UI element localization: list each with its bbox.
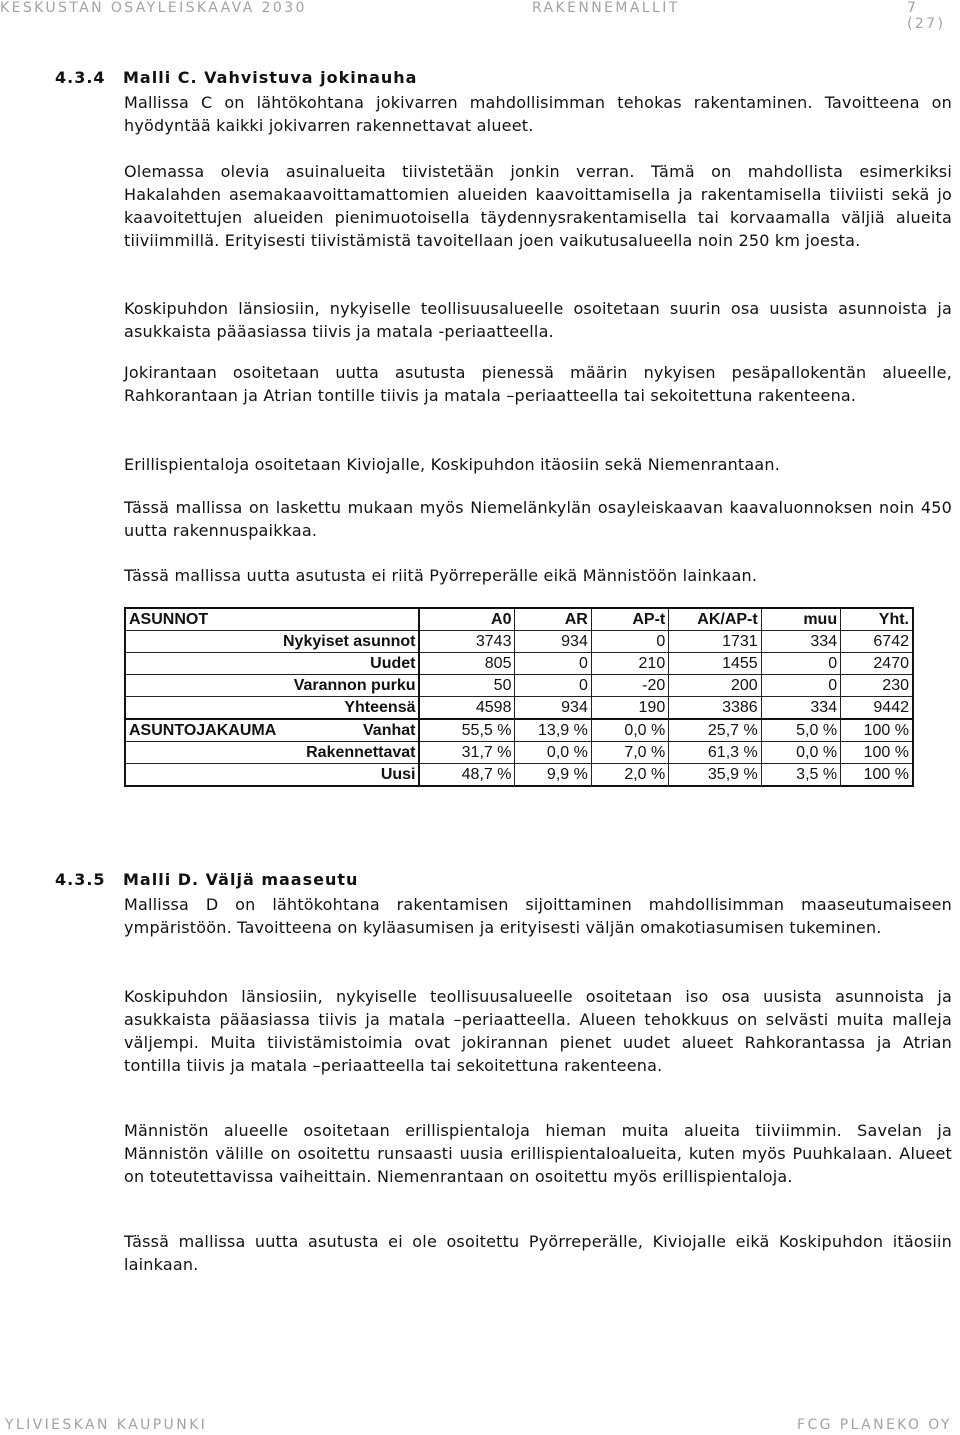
- table-row-label: [125, 764, 419, 787]
- paragraph: Tässä mallissa uutta asutusta ei ole osoitettu Pyörreperälle, Kiviojalle eikä Koskipuhdon itäosiin lainkaan.: [124, 1232, 952, 1274]
- table-cell: 50: [419, 675, 514, 697]
- table-cell: 61,3 %: [669, 742, 761, 764]
- table-cell: 334: [761, 697, 840, 720]
- table-cell: 3743: [419, 631, 514, 653]
- table-cell: 230: [841, 675, 913, 697]
- paragraph: Tässä mallissa uutta asutusta ei riitä Pyörreperälle eikä Männistöön lainkaan.: [124, 566, 758, 585]
- table-row-label-text: Yhteensä: [344, 699, 416, 716]
- table-cell: 13,9 %: [515, 719, 591, 742]
- table-row-label: [125, 675, 419, 697]
- paragraph: Erillispientaloja osoitetaan Kiviojalle, Koskipuhdon itäosiin sekä Niemenrantaan.: [124, 455, 781, 474]
- table-header-cell: muu: [761, 608, 840, 631]
- table-cell: 0: [761, 653, 840, 675]
- paragraph: Olemassa olevia asuinalueita tiivistetään jonkin verran. Tämä on mahdollista esimerkiksi Hakalahden asemakaavoittamattomien alueiden kaavoittamisella ja rakentamisella tiiviisti sekä jo kaavoitettujen alueiden pienimuotoisella täydennysrakentamisella tai korvaamalla väljiä alueita tiiviimmillä. Erityisesti tiivistämistä tavoitellaan joen vaikutusalueella noin 250 km joesta.: [124, 162, 952, 250]
- table-cell: 334: [761, 631, 840, 653]
- table-cell: -20: [591, 675, 668, 697]
- table-row-label: [125, 719, 419, 742]
- table-row-label-text: Uudet: [370, 655, 416, 672]
- page-header: [0, 0, 960, 32]
- table-cell: 3,5 %: [761, 764, 840, 787]
- table-header-cell: AR: [515, 608, 591, 631]
- table-cell: 35,9 %: [669, 764, 761, 787]
- table-cell: 2,0 %: [591, 764, 668, 787]
- table-cell: 3386: [669, 697, 761, 720]
- table-row: [125, 675, 913, 697]
- table-cell: 0: [591, 631, 668, 653]
- paragraph: Koskipuhdon länsiosiin, nykyiselle teollisuusalueelle osoitetaan suurin osa uusista asunnoista ja asukkaista pääasiassa tiivis ja matala -periaatteella.: [124, 299, 952, 341]
- table-cell: 0,0 %: [591, 719, 668, 742]
- table-row: [125, 631, 913, 653]
- header-page-number: 7 (27): [907, 0, 946, 32]
- table-cell: 25,7 %: [669, 719, 761, 742]
- table-row-label-text: Nykyiset asunnot: [283, 633, 416, 650]
- table-cell: 55,5 %: [419, 719, 514, 742]
- table-header-cell: ASUNNOT: [125, 608, 419, 631]
- section-title: Malli D. Väljä maaseutu: [123, 870, 359, 889]
- header-chapter-title: RAKENNEMALLIT: [532, 0, 680, 16]
- table-cell: 0: [515, 653, 591, 675]
- table-cell: 0,0 %: [515, 742, 591, 764]
- table-row: [125, 719, 913, 742]
- table-header-row: [125, 608, 913, 631]
- table-cell: 9,9 %: [515, 764, 591, 787]
- paragraph: Jokirantaan osoitetaan uutta asutusta pienessä määrin nykyisen pesäpallokentän alueelle, Rahkorantaan ja Atrian tontille tiivis ja matala –periaatteella tai sekoitettuna rakenteena.: [124, 363, 952, 405]
- table-row-label: [125, 653, 419, 675]
- table-row-label-text: Vanhat: [363, 722, 416, 739]
- table-header-cell: AP-t: [591, 608, 668, 631]
- footer-organization: YLIVIESKAN KAUPUNKI: [5, 1417, 208, 1433]
- table-cell: 4598: [419, 697, 514, 720]
- table-row: [125, 653, 913, 675]
- section-heading-d: [55, 870, 358, 889]
- section-heading-c: [55, 68, 417, 87]
- table-cell: 100 %: [841, 764, 913, 787]
- table-cell: 190: [591, 697, 668, 720]
- table-cell: 2470: [841, 653, 913, 675]
- table-cell: 9442: [841, 697, 913, 720]
- paragraph: Tässä mallissa on laskettu mukaan myös Niemelänkylän osayleiskaavan kaavaluonnoksen noin 450 uutta rakennuspaikkaa.: [124, 498, 952, 540]
- section-number: 4.3.4: [55, 68, 106, 87]
- table-cell: 48,7 %: [419, 764, 514, 787]
- table-cell: 805: [419, 653, 514, 675]
- table-row: [125, 764, 913, 787]
- table-cell: 7,0 %: [591, 742, 668, 764]
- page-footer: [0, 1417, 960, 1435]
- table-row-label: [125, 742, 419, 764]
- table-cell: 934: [515, 631, 591, 653]
- paragraph: Mallissa D on lähtökohtana rakentamisen sijoittaminen mahdollisimman maaseutumaiseen ympäristöön. Tavoitteena on kyläasumisen ja erityisesti väljän omakotiasumisen tukeminen.: [124, 895, 952, 937]
- table-row-label-text: Varannon purku: [293, 677, 416, 694]
- table-row-label: [125, 697, 419, 720]
- table-cell: 210: [591, 653, 668, 675]
- table-header-cell: Yht.: [841, 608, 913, 631]
- section-title: Malli C. Vahvistuva jokinauha: [123, 68, 418, 87]
- table-cell: 0: [761, 675, 840, 697]
- table-cell: 0: [515, 675, 591, 697]
- table-cell: 100 %: [841, 742, 913, 764]
- section-number: 4.3.5: [55, 870, 106, 889]
- paragraph: Mallissa C on lähtökohtana jokivarren mahdollisimman tehokas rakentaminen. Tavoitteena on hyödyntää kaikki jokivarren rakennettavat alueet.: [124, 93, 952, 135]
- table-cell: 5,0 %: [761, 719, 840, 742]
- table-header-cell: A0: [419, 608, 514, 631]
- table-row-label-text: Rakennettavat: [306, 744, 416, 761]
- table-cell: 31,7 %: [419, 742, 514, 764]
- table-cell: 1455: [669, 653, 761, 675]
- table-row: [125, 697, 913, 720]
- table-cell: 934: [515, 697, 591, 720]
- table-cell: 0,0 %: [761, 742, 840, 764]
- table-row: [125, 742, 913, 764]
- table-header-cell: AK/AP-t: [669, 608, 761, 631]
- table-cell: 200: [669, 675, 761, 697]
- table-cell: 6742: [841, 631, 913, 653]
- table-row-label: [125, 631, 419, 653]
- table-cell: 1731: [669, 631, 761, 653]
- header-document-title: KESKUSTAN OSAYLEISKAAVA 2030: [0, 0, 307, 16]
- table-row-label-text: Uusi: [380, 766, 416, 783]
- table-cell: 100 %: [841, 719, 913, 742]
- table-group-label: ASUNTOJAKAUMA: [129, 722, 277, 739]
- paragraph: Koskipuhdon länsiosiin, nykyiselle teollisuusalueelle osoitetaan iso osa uusista asunnoista ja asukkaista pääasiassa tiivis ja matala –periaatteella. Alueen tehokkuus on selvästi muita malleja väljempi. Muita tiivistämistoimia ovat jokirannan pienet uudet alueet Rahkorantassa ja Atrian tontilla tiivis ja matala –periaatteella tai sekoitettuna rakenteena.: [124, 987, 952, 1075]
- paragraph: Männistön alueelle osoitetaan erillispientaloja hieman muita alueita tiiviimmin. Savelan ja Männistön välille on osoitettu runsaasti uusia erillispientaloalueita, kuten myös Puuhkalaan. Alueet on toteutettavissa vaiheittain. Niemenrantaan on osoitettu myös erillispientaloja.: [124, 1121, 952, 1186]
- housing-table: [124, 607, 914, 787]
- footer-author: FCG PLANEKO OY: [797, 1417, 952, 1433]
